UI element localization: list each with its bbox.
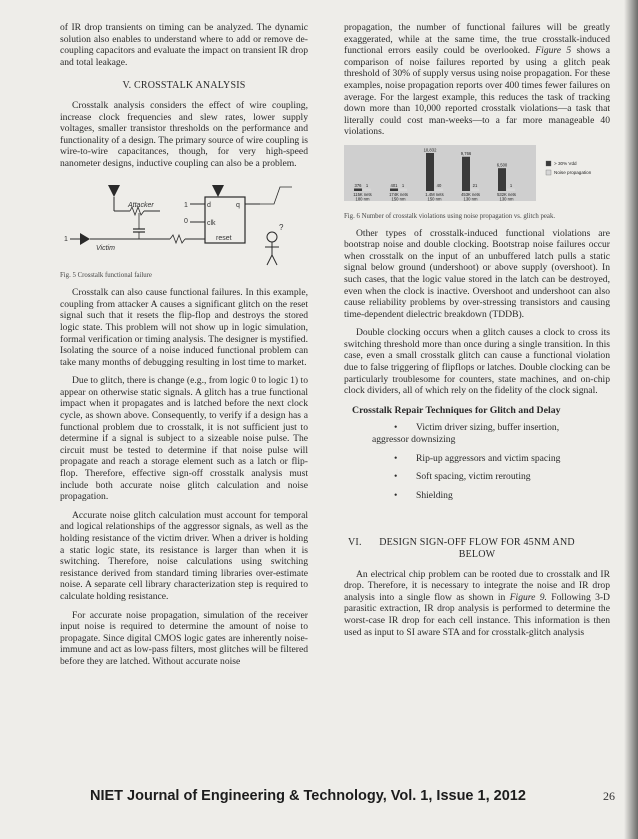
bar-value-label: 6,500 [496, 162, 508, 168]
page-edge-shadow [624, 0, 638, 839]
ff-q-label: q [236, 201, 240, 209]
category-label: 174K nets [389, 191, 408, 197]
ff-clk-value: 0 [184, 217, 188, 225]
section-heading-signoff-flow [344, 537, 610, 560]
bar-glitch-peak [354, 188, 362, 191]
bar-glitch-peak [390, 188, 398, 191]
figure-9-reference: Figure 9. [509, 591, 547, 603]
paragraph-intro: of IR drop transients on timing can be analyzed. The dynamic solution also enables to understand where to add or remove de-coupling capacitors and evaluate the impact on transient IR drop and total leakage. [60, 22, 308, 68]
output-waveform-icon [260, 187, 292, 204]
paragraph-functional-failure: Crosstalk can also cause functional failures. In this example, coupling from attacker A causes a significant glitch on the reset signal such that it resets the flip-flop and destroys the stored logic state. This problem will not show up in logic simulation, formal verification or timing analysis. The designer is mystified. Isolating the source of a noise induced functional problem can take many months of debugging resulting in lost time to market. [60, 287, 308, 368]
paragraph-accurate-noise: Accurate noise glitch calculation must account for temporal and logical relationships of the aggressor signals, as well as the holding resistance of the victim driver. When a driver is holding a static logic state, its resistance is larger than when it is switching. Therefore, noise calculations using switching resistance derived from standard timing libraries over-estimate noise. A separate cell library characterization step is required to calculate holding resistance. [60, 509, 308, 602]
category-label: 130 nm [463, 196, 478, 202]
list-item [344, 422, 610, 445]
figure-5-reference: Figure 5 [535, 45, 572, 57]
bar-value-label: 1 [365, 182, 369, 188]
page-number: 26 [603, 789, 615, 803]
category-label: 1.4M nets [425, 191, 444, 197]
legend-label: Noise propagation [554, 169, 592, 175]
section-number: VI. [348, 537, 362, 549]
ff-clk-label: clk [207, 219, 216, 227]
category-label: 115K nets [353, 191, 372, 197]
paragraph-signoff-part-a: An electrical chip problem can be rooted due to crosstalk and IR drop. Therefore, it is necessary to integrate the noise and IR drop analysis into a single flow as shown in [344, 568, 610, 603]
bullet-icon: • [394, 471, 398, 483]
bar-value-label: 40 [436, 182, 442, 188]
list-item-text: Rip-up aggressors and victim spacing [416, 452, 561, 464]
list-item-text: Victim driver sizing, buffer insertion, [416, 422, 560, 434]
paragraph-signoff-part-b: Following 3-D parasitic extraction, IR drop analysis is performed to determine the worst-case IR drop for each cell instance. This information is then used as input to SI aware STA and for crosstalk-glitch analysis [344, 591, 610, 638]
bar-glitch-peak [462, 157, 470, 191]
repair-techniques-list [344, 422, 610, 501]
figure-6-caption: Fig. 6 Number of crosstalk violations using noise propagation vs. glitch peak. [344, 212, 556, 220]
section-heading-crosstalk-analysis: V. CROSSTALK ANALYSIS [122, 80, 246, 92]
bar-noise-propagation [471, 188, 479, 191]
designer-figure-icon [267, 232, 277, 242]
legend-swatch [546, 161, 551, 166]
category-label: 130 nm [499, 196, 514, 202]
section-title-line-2: BELOW [458, 549, 496, 560]
clock-driver-icon [212, 185, 224, 197]
paragraph-glitch: Due to glitch, there is change (e.g., from logic 0 to logic 1) to appear on otherwise static signals. A glitch has a true functional impact when it propagates and is latched before the next clock cycle, as shown above. Consequently, to verify if a design has a functional problem due to crosstalk, it is not sufficient just to determine if a signal is subject to a sizeable noise pulse. The circuit must be tested to determine if that noise pulse will propagate and reach a storage element such as a latch or flip-flop. Therefore, effective sign-off crosstalk analysis must include both accurate noise glitch calculation and noise propagation. [60, 375, 308, 503]
bar-glitch-peak [426, 153, 434, 191]
legend-swatch [546, 170, 551, 175]
bullet-icon: • [394, 422, 398, 434]
figure-6 [344, 145, 610, 221]
list-item [344, 471, 610, 483]
paragraph-crosstalk: Crosstalk analysis considers the effect of wire coupling, increase clock frequencies and slew rates, lower supply voltages, smaller transistor thresholds on the performance and functionality of a design. The primary source of wire coupling is wire-to-wire capacitances, though, for very high-speed nanometer designs, inductive coupling can also be a problem. [60, 99, 308, 169]
paragraph-propagation-part-b: shows a comparison of noise failures reported by using a glitch peak threshold of 30% of supply versus using noise propagation. For these examples, noise propagation reports over 400 times fewer failures on average. For the largest example, this reduces the task of tracking down more than 10,000 reported crosstalk violations—a task that literally could cost man-weeks—to a far more manageable 40 violations. [344, 45, 610, 138]
bar-glitch-peak [498, 168, 506, 191]
paragraph-signoff [344, 569, 610, 639]
victim-label: Victim [96, 244, 115, 252]
paragraph-double-clocking: Double clocking occurs when a glitch causes a clock to cross its switching threshold more than once during a single transition. In this case, even a small crosstalk glitch can cause a functional violation due to false triggering of flipflops or latches. Double clocking can be particularly troublesome for counters, state machines, and on-chip clock dividers, all of which rely on the fidelity of the clock signal. [344, 327, 610, 397]
bar-value-label: 376 [354, 182, 362, 188]
list-item-text: Soft spacing, victim rerouting [416, 471, 531, 483]
right-column [344, 22, 610, 645]
legend-label: > 30% Vdd [554, 160, 577, 166]
paragraph-propagation-part-a: propagation, the number of functional failures will be greatly exaggerated, while at the same time, the true crosstalk-induced functional errors easily could be overlooked. [344, 22, 610, 57]
category-label: 453K nets [461, 191, 480, 197]
bar-value-label: 9,766 [460, 151, 472, 157]
paragraph-propagation-continued [344, 22, 610, 138]
ff-d-value: 1 [184, 201, 188, 209]
category-label: 150 nm [427, 196, 442, 202]
left-column [60, 22, 308, 675]
paragraph-noise-propagation: For accurate noise propagation, simulation of the receiver input noise is required to determine the amount of noise to propagate. Since digital CMOS logic gates are inherently noise-immune and act as low-pass filters, most glitches will be filtered before they are latched. Without accurate noise [60, 609, 308, 667]
question-mark: ? [279, 222, 284, 232]
list-item [344, 453, 610, 465]
section-title-line-1: DESIGN SIGN-OFF FLOW FOR 45NM AND [379, 537, 575, 549]
paragraph-other-violations: Other types of crosstalk-induced functional violations are bootstrap noise and double clocking. Bootstrap noise failures occur when crosstalk on the input of an unbuffered latch pulls a static signal below ground (undershoot) or above supply (overshoot). In such cases, that the logic value stored in the latch can be destroyed, even when the clock is inactive. Overshoot and undershoot can also cause reliability problems by over-stressing transistors and causing time-dependent dielectric breakdown (TDDB). [344, 227, 610, 320]
list-item-text-continued: aggressor downsizing [372, 434, 456, 446]
ff-reset-label: reset [216, 234, 232, 242]
victim-input-value: 1 [64, 235, 68, 243]
journal-footer: NIET Journal of Engineering & Technology, Vol. 1, Issue 1, 2012 [90, 788, 526, 804]
figure-5 [60, 177, 308, 281]
category-label: 532K nets [497, 191, 516, 197]
bar-value-label: 1 [401, 182, 405, 188]
bar-value-label: 21 [472, 182, 478, 188]
bar-value-label: 1 [509, 182, 513, 188]
repair-techniques-heading: Crosstalk Repair Techniques for Glitch and Delay [352, 404, 561, 416]
bar-noise-propagation [507, 188, 515, 191]
list-item [344, 490, 610, 502]
bar-value-label: 10,832 [423, 147, 437, 153]
crosstalk-violations-bar-chart [344, 145, 606, 209]
figure-5-caption: Fig. 5 Crosstalk functional failure [60, 272, 152, 280]
victim-driver-icon [80, 233, 90, 245]
category-label: 180 nm [355, 196, 370, 202]
bar-noise-propagation [435, 188, 443, 191]
bar-noise-propagation [399, 188, 407, 191]
ff-d-label: d [207, 201, 211, 209]
bar-value-label: 401 [390, 182, 398, 188]
category-label: 150 nm [391, 196, 406, 202]
bullet-icon: • [394, 452, 398, 464]
attacker-driver-icon [108, 185, 120, 197]
crosstalk-circuit-diagram [60, 177, 308, 269]
list-item-text: Shielding [416, 489, 453, 501]
attacker-label: Attacker [128, 201, 154, 209]
bullet-icon: • [394, 489, 398, 501]
bar-noise-propagation [363, 188, 371, 191]
